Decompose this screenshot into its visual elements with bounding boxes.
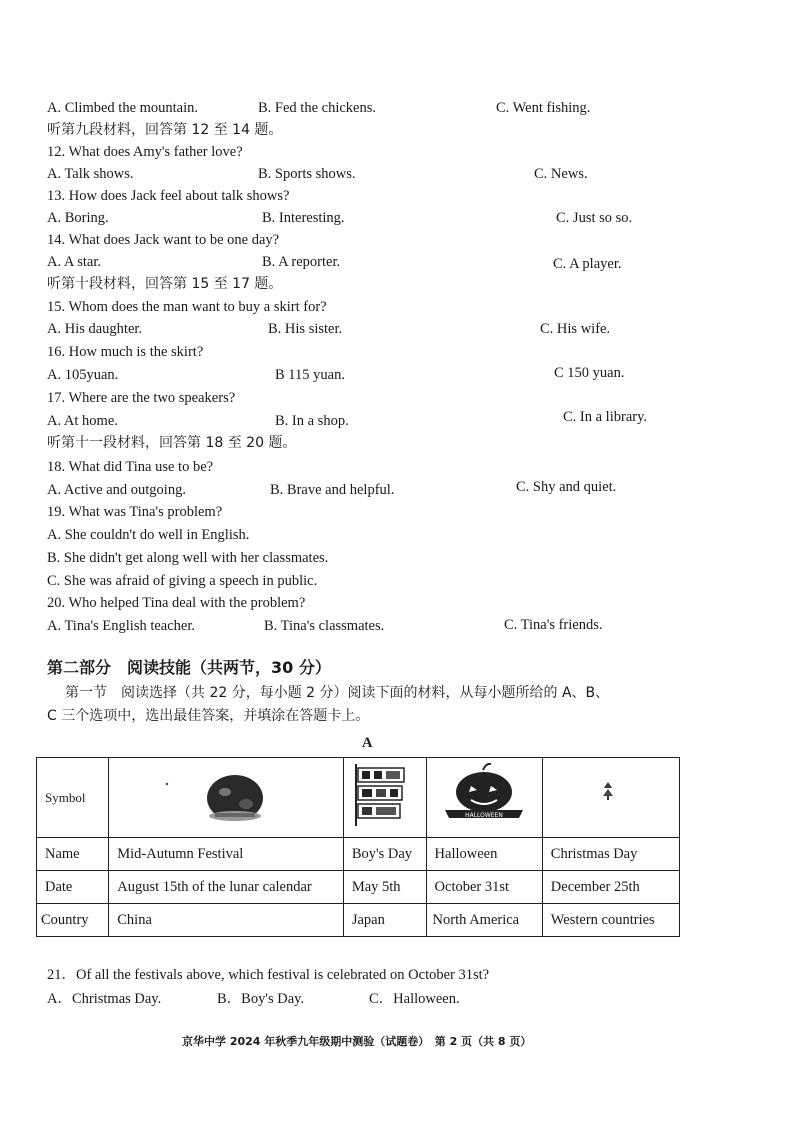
section-one-instruction-cont: C 三个选项中，选出最佳答案，并填涂在答题卡上。	[47, 708, 370, 724]
symbol-mid-autumn	[109, 758, 344, 838]
option-18a: A. Active and outgoing.	[47, 482, 186, 498]
question-15: 15. Whom does the man want to buy a skirt for?	[47, 299, 327, 315]
table-row-name	[37, 838, 680, 871]
option-13a: A. Boring.	[47, 210, 109, 226]
option-12c: C. News.	[534, 166, 588, 182]
option-16a: A. 105yuan.	[47, 367, 119, 383]
option-12a: A. Talk shows.	[47, 166, 134, 182]
option-11a: A. Climbed the mountain.	[47, 100, 199, 116]
symbol-halloween	[426, 758, 542, 838]
option-21b: B．Boy's Day.	[217, 991, 305, 1007]
cell-date-halloween: October 31st	[426, 871, 542, 904]
festival-table	[36, 757, 680, 937]
option-19b: B. She didn't get along well with her classmates.	[47, 550, 329, 566]
question-12: 12. What does Amy's father love?	[47, 144, 243, 160]
option-15c: C. His wife.	[540, 321, 611, 337]
option-15b: B. His sister.	[268, 321, 343, 337]
table-row-country	[37, 904, 680, 937]
pumpkin-banner-text: HALLOWEEN	[465, 812, 504, 819]
question-20: 20. Who helped Tina deal with the problem?	[47, 595, 306, 611]
question-17: 17. Where are the two speakers?	[47, 390, 236, 406]
row-header-symbol: Symbol	[37, 758, 109, 838]
option-17b: B. In a shop.	[275, 413, 349, 429]
question-19: 19. What was Tina's problem?	[47, 504, 223, 520]
cell-country-mid-autumn: China	[109, 904, 344, 937]
question-18: 18. What did Tina use to be?	[47, 459, 214, 475]
row-header-name: Name	[37, 838, 109, 871]
row-header-country: Country	[37, 904, 109, 937]
option-20c: C. Tina's friends.	[504, 617, 603, 633]
pumpkin-icon	[429, 758, 539, 832]
option-20b: B. Tina's classmates.	[264, 618, 385, 634]
symbol-christmas	[542, 758, 679, 838]
section-instruction-10: 听第十段材料，回答第 15 至 17 题。	[47, 276, 283, 292]
option-14b: B. A reporter.	[262, 254, 341, 270]
cell-name-halloween: Halloween	[426, 838, 542, 871]
option-16b: B 115 yuan.	[275, 367, 345, 383]
option-14c: C. A player.	[553, 256, 622, 272]
part-two-heading: 第二部分 阅读技能（共两节，30 分）	[47, 658, 331, 677]
option-11b: B. Fed the chickens.	[258, 100, 376, 116]
symbol-boys-day	[343, 758, 426, 838]
question-14: 14. What does Jack want to be one day?	[47, 232, 280, 248]
cell-name-mid-autumn: Mid-Autumn Festival	[109, 838, 344, 871]
christmas-tree-icon	[546, 758, 676, 832]
mooncake-icon	[115, 758, 338, 832]
option-18b: B. Brave and helpful.	[270, 482, 395, 498]
option-17a: A. At home.	[47, 413, 118, 429]
option-13c: C. Just so so.	[556, 210, 633, 226]
question-13: 13. How does Jack feel about talk shows?	[47, 188, 290, 204]
option-19c: C. She was afraid of giving a speech in public.	[47, 573, 318, 589]
question-16: 16. How much is the skirt?	[47, 344, 204, 360]
cell-date-boys-day: May 5th	[343, 871, 426, 904]
section-instruction-9: 听第九段材料，回答第 12 至 14 题。	[47, 122, 283, 138]
cell-country-boys-day: Japan	[343, 904, 426, 937]
option-19a: A. She couldn't do well in English.	[47, 527, 250, 543]
row-header-date: Date	[37, 871, 109, 904]
cell-country-halloween: North America	[426, 904, 542, 937]
option-20a: A. Tina's English teacher.	[47, 618, 196, 634]
question-21: 21．Of all the festivals above, which festival is celebrated on October 31st?	[47, 967, 490, 983]
option-21a: A．Christmas Day.	[47, 991, 162, 1007]
section-instruction-11: 听第十一段材料，回答第 18 至 20 题。	[47, 435, 297, 451]
passage-label: A	[362, 735, 373, 751]
option-17c: C. In a library.	[563, 409, 648, 425]
option-13b: B. Interesting.	[262, 210, 345, 226]
option-18c: C. Shy and quiet.	[516, 479, 617, 495]
option-21c: C．Halloween.	[369, 991, 460, 1007]
cell-name-christmas: Christmas Day	[542, 838, 679, 871]
option-12b: B. Sports shows.	[258, 166, 356, 182]
cell-date-mid-autumn: August 15th of the lunar calendar	[109, 871, 344, 904]
option-16c: C 150 yuan.	[554, 365, 625, 381]
cell-date-christmas: December 25th	[542, 871, 679, 904]
cell-country-christmas: Western countries	[542, 904, 679, 937]
carp-streamer-icon	[346, 758, 424, 832]
section-one-instruction: 第一节 阅读选择（共 22 分，每小题 2 分）阅读下面的材料，从每小题所给的 A、B、	[65, 685, 610, 701]
option-14a: A. A star.	[47, 254, 101, 270]
page-footer: 京华中学 2024 年秋季九年级期中测验（试题卷） 第 2 页（共 8 页）	[182, 1035, 532, 1048]
table-row-date	[37, 871, 680, 904]
cell-name-boys-day: Boy's Day	[343, 838, 426, 871]
option-11c: C. Went fishing.	[496, 100, 591, 116]
table-row-symbol	[37, 758, 680, 838]
option-15a: A. His daughter.	[47, 321, 143, 337]
